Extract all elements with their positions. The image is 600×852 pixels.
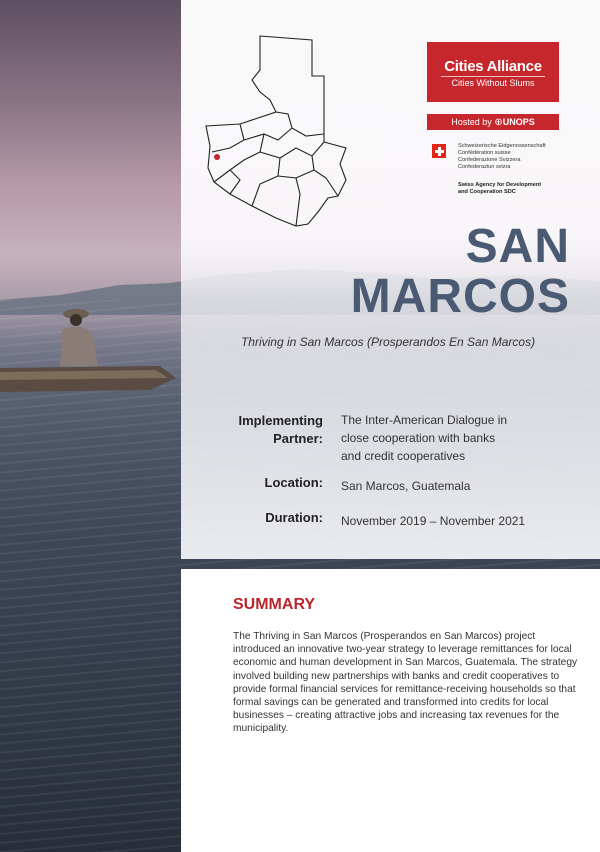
hosted-by-badge: Hosted by ⊕UNOPS — [427, 114, 559, 130]
agency-line: Swiss Agency for Development — [458, 182, 542, 188]
swiss-line: Confederaziun svizra — [458, 164, 511, 170]
swiss-confederation-text — [458, 143, 546, 171]
cities-alliance-logo — [427, 42, 559, 102]
location-value: San Marcos, Guatemala — [341, 479, 471, 493]
partner-value — [341, 411, 561, 465]
agency-line: and Cooperation SDC — [458, 189, 516, 195]
location-label: Location: — [264, 475, 323, 490]
logo-name: Cities Alliance — [444, 58, 542, 75]
partner-label — [181, 412, 323, 448]
summary-heading: SUMMARY — [233, 596, 316, 613]
summary-body: The Thriving in San Marcos (Prosperandos en San Marcos) project introduced an innovative two-year strategy to leverage remittances for local economic and human development in San Marcos, Guatemala. The strategy involved building new partnerships with banks and credit cooperatives to provide formal financial services for remittance-receiving households so that formal savings can be generated and transformed into credits for local businesses – creating attractive jobs and increasing tax revenues for the municipality. — [233, 631, 578, 735]
partner-value-line: The Inter-American Dialogue in — [341, 413, 508, 427]
fisherman-figure — [52, 306, 112, 368]
partner-value-line: close cooperation with banks — [341, 431, 496, 445]
hosted-label: Hosted by — [451, 117, 492, 127]
swiss-line: Schweizerische Eidgenossenschaft — [458, 143, 546, 149]
swiss-line: Confederazione Svizzera — [458, 157, 521, 163]
swiss-cross-icon — [432, 144, 446, 158]
unops-logo: UNOPS — [502, 117, 535, 127]
partner-label-line: Partner: — [273, 431, 323, 446]
sdc-agency-text — [458, 182, 541, 196]
partner-label-line: Implementing — [238, 413, 323, 428]
swiss-line: Confédération suisse — [458, 150, 511, 156]
duration-value: November 2019 – November 2021 — [341, 514, 526, 528]
page-subtitle: Thriving in San Marcos (Prosperandos En San Marcos) — [240, 335, 536, 349]
duration-label: Duration: — [265, 510, 323, 525]
page-title — [300, 222, 570, 322]
title-line: SAN — [465, 220, 570, 273]
partner-value-line: and credit cooperatives — [341, 449, 466, 463]
logo-divider — [441, 76, 545, 77]
logo-tagline: Cities Without Slums — [451, 78, 535, 88]
guatemala-map-icon — [200, 30, 360, 230]
title-line: MARCOS — [350, 270, 570, 323]
